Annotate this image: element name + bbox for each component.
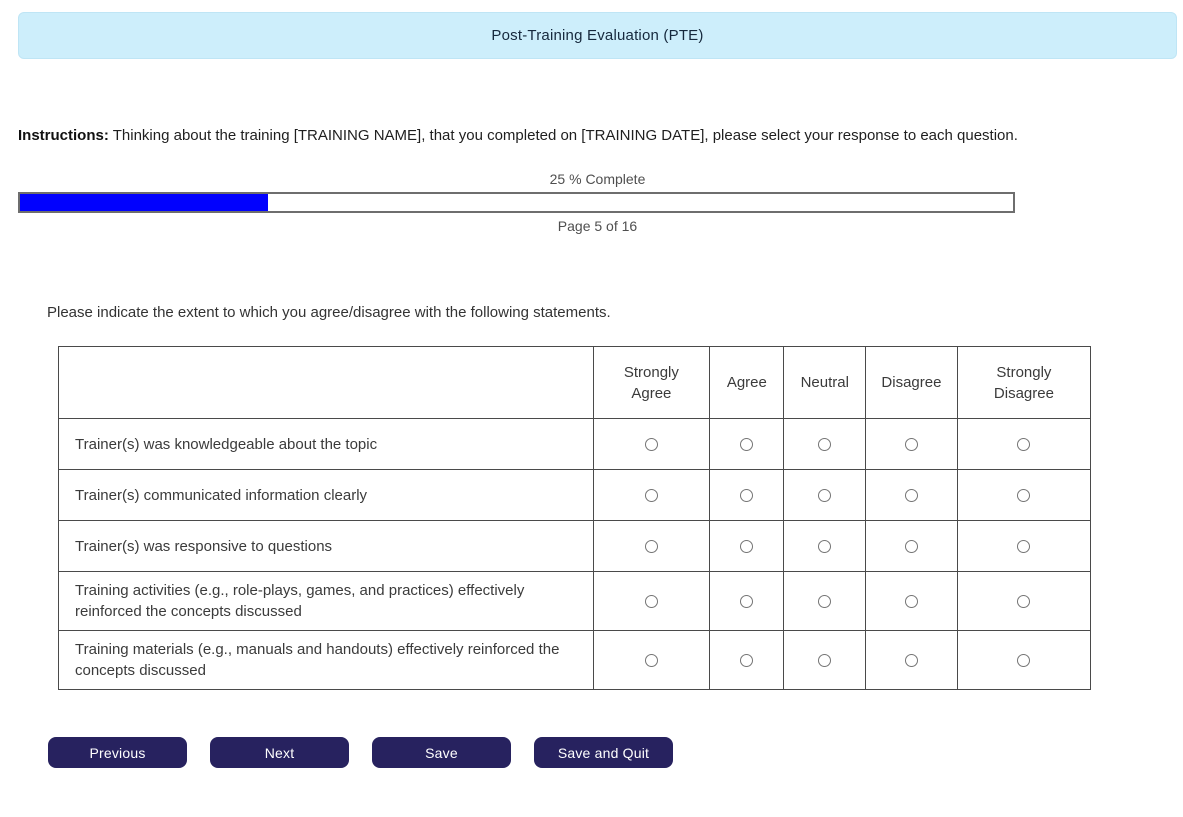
radio-responsive-disagree[interactable] <box>905 540 918 553</box>
radio-communicated-strongly-agree[interactable] <box>645 489 658 502</box>
radio-activities-neutral[interactable] <box>818 595 831 608</box>
radio-cell <box>784 419 866 470</box>
radio-cell <box>710 470 784 521</box>
statement-communicated: Trainer(s) communicated information clearly <box>59 470 594 521</box>
instructions-label: Instructions: <box>18 127 109 144</box>
radio-responsive-strongly-agree[interactable] <box>645 540 658 553</box>
radio-cell <box>710 572 784 631</box>
page-number-label: Page 5 of 16 <box>557 218 638 234</box>
save-and-quit-button[interactable]: Save and Quit <box>534 737 673 768</box>
radio-cell <box>784 572 866 631</box>
progress-bar-fill <box>20 194 268 211</box>
instructions-text <box>18 126 1165 146</box>
table-row <box>59 419 1091 470</box>
radio-knowledgeable-disagree[interactable] <box>905 438 918 451</box>
radio-knowledgeable-strongly-disagree[interactable] <box>1017 438 1030 451</box>
table-header-row <box>59 347 1091 419</box>
column-header-strongly-disagree: Strongly Disagree <box>957 347 1090 419</box>
progress-percent-label: 25 % Complete <box>549 171 646 187</box>
statement-knowledgeable: Trainer(s) was knowledgeable about the topic <box>59 419 594 470</box>
table-row <box>59 470 1091 521</box>
radio-activities-disagree[interactable] <box>905 595 918 608</box>
radio-knowledgeable-neutral[interactable] <box>818 438 831 451</box>
radio-cell <box>957 631 1090 690</box>
statement-activities: Training activities (e.g., role-plays, games, and practices) effectively reinforced the concepts discussed <box>59 572 594 631</box>
radio-responsive-strongly-disagree[interactable] <box>1017 540 1030 553</box>
radio-cell <box>866 470 958 521</box>
radio-communicated-neutral[interactable] <box>818 489 831 502</box>
progress-bar-track <box>18 192 1015 213</box>
radio-materials-agree[interactable] <box>740 654 753 667</box>
question-prompt: Please indicate the extent to which you agree/disagree with the following statements. <box>47 304 611 321</box>
column-header-disagree: Disagree <box>866 347 958 419</box>
table-row <box>59 521 1091 572</box>
radio-communicated-strongly-disagree[interactable] <box>1017 489 1030 502</box>
radio-cell <box>957 572 1090 631</box>
statement-materials: Training materials (e.g., manuals and handouts) effectively reinforced the concepts discussed <box>59 631 594 690</box>
column-header-agree: Agree <box>710 347 784 419</box>
radio-cell <box>784 470 866 521</box>
page-title-bar <box>18 12 1177 59</box>
statement-responsive: Trainer(s) was responsive to questions <box>59 521 594 572</box>
radio-responsive-neutral[interactable] <box>818 540 831 553</box>
radio-materials-strongly-agree[interactable] <box>645 654 658 667</box>
radio-activities-agree[interactable] <box>740 595 753 608</box>
radio-cell <box>957 419 1090 470</box>
instructions-body: Thinking about the training [TRAINING NAME], that you completed on [TRAINING DATE], please select your response to each question. <box>112 127 1018 144</box>
radio-cell <box>593 419 710 470</box>
radio-cell <box>593 470 710 521</box>
previous-button[interactable]: Previous <box>48 737 187 768</box>
progress-section <box>18 171 1177 234</box>
radio-materials-neutral[interactable] <box>818 654 831 667</box>
table-row <box>59 572 1091 631</box>
radio-cell <box>593 572 710 631</box>
radio-cell <box>710 521 784 572</box>
radio-responsive-agree[interactable] <box>740 540 753 553</box>
likert-table <box>58 346 1091 690</box>
radio-cell <box>784 521 866 572</box>
save-button[interactable]: Save <box>372 737 511 768</box>
table-row <box>59 631 1091 690</box>
radio-cell <box>866 572 958 631</box>
column-header-strongly-agree: Strongly Agree <box>593 347 710 419</box>
statement-header-cell <box>59 347 594 419</box>
radio-communicated-disagree[interactable] <box>905 489 918 502</box>
radio-materials-disagree[interactable] <box>905 654 918 667</box>
radio-activities-strongly-disagree[interactable] <box>1017 595 1030 608</box>
radio-cell <box>593 521 710 572</box>
radio-cell <box>710 419 784 470</box>
radio-cell <box>784 631 866 690</box>
radio-cell <box>957 470 1090 521</box>
page-title: Post-Training Evaluation (PTE) <box>491 27 704 44</box>
action-button-row <box>48 737 1183 768</box>
radio-cell <box>593 631 710 690</box>
radio-cell <box>710 631 784 690</box>
radio-cell <box>866 521 958 572</box>
radio-activities-strongly-agree[interactable] <box>645 595 658 608</box>
radio-knowledgeable-agree[interactable] <box>740 438 753 451</box>
radio-cell <box>866 419 958 470</box>
radio-knowledgeable-strongly-agree[interactable] <box>645 438 658 451</box>
radio-materials-strongly-disagree[interactable] <box>1017 654 1030 667</box>
next-button[interactable]: Next <box>210 737 349 768</box>
radio-cell <box>957 521 1090 572</box>
radio-cell <box>866 631 958 690</box>
radio-communicated-agree[interactable] <box>740 489 753 502</box>
column-header-neutral: Neutral <box>784 347 866 419</box>
